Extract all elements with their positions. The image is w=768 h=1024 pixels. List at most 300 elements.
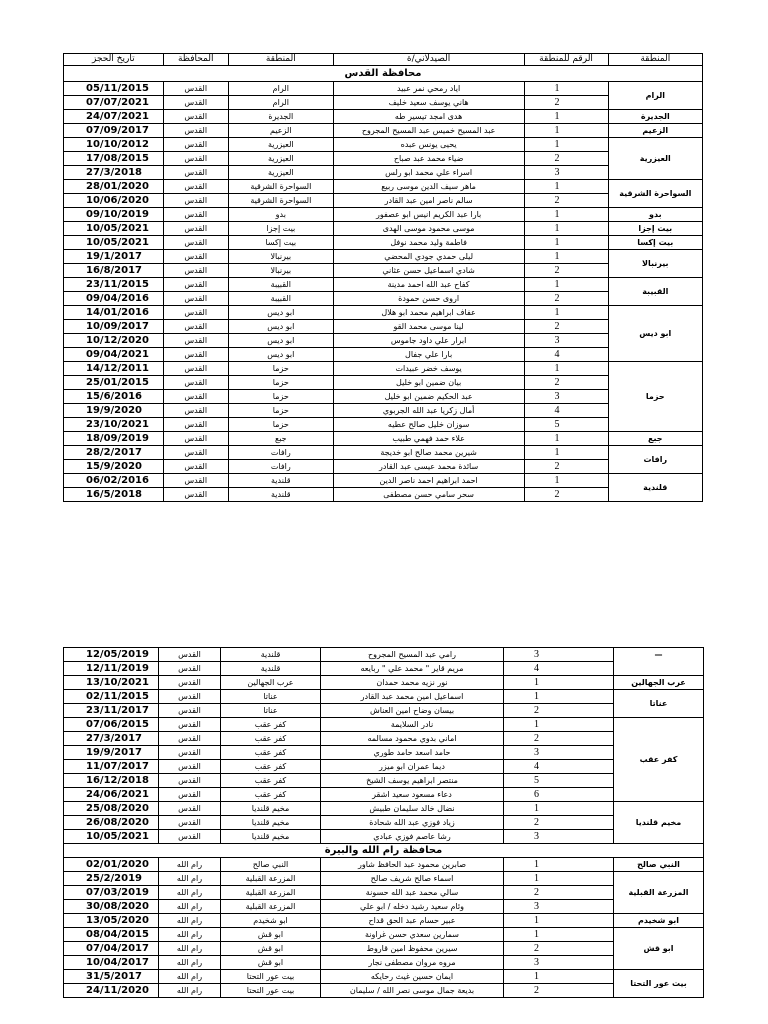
table-row	[64, 278, 703, 292]
governorate: رام الله	[159, 942, 221, 956]
area: حزما	[228, 390, 333, 404]
reservation-date: 02/11/2015	[64, 690, 159, 704]
governorate: القدس	[163, 110, 228, 124]
reservation-date: 13/10/2021	[64, 676, 159, 690]
table-row	[64, 718, 704, 732]
governorate: القدس	[163, 250, 228, 264]
area-number: 2	[524, 376, 608, 390]
governorate: القدس	[159, 774, 221, 788]
area: كفر عقب	[221, 732, 321, 746]
reservation-date: 07/06/2015	[64, 718, 159, 732]
table-row	[64, 418, 703, 432]
governorate: رام الله	[159, 886, 221, 900]
table-row	[64, 648, 704, 662]
table-row	[64, 704, 704, 718]
pharmacy-table-page2	[63, 647, 704, 998]
table-row	[64, 760, 704, 774]
governorate: القدس	[159, 802, 221, 816]
table-row	[64, 138, 703, 152]
governorate: القدس	[163, 278, 228, 292]
reservation-date: 23/11/2015	[64, 278, 164, 292]
area: بيت إجزا	[228, 222, 333, 236]
area: قلندية	[228, 474, 333, 488]
area-number: 1	[524, 362, 608, 376]
governorate: القدس	[163, 138, 228, 152]
region-label: قلندية	[608, 474, 702, 502]
table-row	[64, 208, 703, 222]
pharmacist-name: مريم قاير " محمد علي " ربايعه	[321, 662, 504, 676]
pharmacist-name: ضياء محمد عبد صباح	[333, 152, 524, 166]
reservation-date: 09/04/2021	[64, 348, 164, 362]
reservation-date: 16/12/2018	[64, 774, 159, 788]
pharmacist-name: أمال زكريا عبد الله الجربوي	[333, 404, 524, 418]
governorate: القدس	[163, 236, 228, 250]
area: مخيم قلنديا	[221, 802, 321, 816]
governorate: القدس	[163, 488, 228, 502]
pharmacist-name: عفاف ابراهيم محمد ابو هلال	[333, 306, 524, 320]
area-number: 2	[524, 320, 608, 334]
reservation-date: 24/11/2020	[64, 984, 159, 998]
pharmacist-name: يوسف خضر عبيدات	[333, 362, 524, 376]
pharmacist-name: هاني يوسف سعيد خليف	[333, 96, 524, 110]
area: النبي صالح	[221, 858, 321, 872]
area: قلندية	[221, 662, 321, 676]
area-number: 2	[524, 264, 608, 278]
pharmacist-name: بيان ضمين ابو خليل	[333, 376, 524, 390]
reservation-date: 30/08/2020	[64, 900, 159, 914]
area-number: 2	[524, 488, 608, 502]
area-number: 2	[524, 96, 608, 110]
pharmacist-name: احمد ابراهيم احمد ناصر الدين	[333, 474, 524, 488]
reservation-date: 11/07/2017	[64, 760, 159, 774]
pharmacist-name: حامد اسعد حامد طوري	[321, 746, 504, 760]
pharmacist-name: ابرار علي داود جاموس	[333, 334, 524, 348]
area: بيت عور التحتا	[221, 984, 321, 998]
pharmacist-name: بارا علي جفال	[333, 348, 524, 362]
governorate: القدس	[159, 788, 221, 802]
area: كفر عقب	[221, 774, 321, 788]
governorate: القدس	[163, 96, 228, 110]
region-label: ابو شخيدم	[614, 914, 704, 928]
area: ابو قش	[221, 928, 321, 942]
reservation-date: 14/12/2011	[64, 362, 164, 376]
pharmacist-name: موسى محمود موسى الهدى	[333, 222, 524, 236]
reservation-date: 10/04/2017	[64, 956, 159, 970]
table-row	[64, 970, 704, 984]
area-number: 2	[504, 704, 614, 718]
pharmacist-name: نادر السلايمة	[321, 718, 504, 732]
pharmacist-name: هدى امجد تيسير طه	[333, 110, 524, 124]
governorate: القدس	[163, 306, 228, 320]
header-area: المنطقة	[228, 54, 333, 66]
governorate: القدس	[163, 334, 228, 348]
reservation-date: 08/04/2015	[64, 928, 159, 942]
area-number: 1	[504, 858, 614, 872]
region-label: عرب الجهالين	[614, 676, 704, 690]
table-row	[64, 816, 704, 830]
pharmacist-name: شيرين محمد صالح ابو خديجة	[333, 446, 524, 460]
table-row	[64, 250, 703, 264]
table-row	[64, 348, 703, 362]
table-row	[64, 222, 703, 236]
table-row	[64, 886, 704, 900]
table-row	[64, 690, 704, 704]
area: المزرعة القبلية	[221, 900, 321, 914]
area-number: 1	[524, 474, 608, 488]
reservation-date: 10/06/2020	[64, 194, 164, 208]
pharmacist-name: فاطمة وليد محمد نوفل	[333, 236, 524, 250]
pharmacist-name: ليلى حمدي جودي المحضي	[333, 250, 524, 264]
pharmacist-name: اماني بدوي محمود مسالمه	[321, 732, 504, 746]
table-row	[64, 166, 703, 180]
reservation-date: 12/11/2019	[64, 662, 159, 676]
section-row-ramallah	[64, 844, 704, 858]
pharmacist-name: بارا عبد الكريم انيس ابو عصفور	[333, 208, 524, 222]
reservation-date: 24/07/2021	[64, 110, 164, 124]
table-row	[64, 802, 704, 816]
area-number: 2	[524, 194, 608, 208]
area: العيزرية	[228, 166, 333, 180]
region-label: بيت إجزا	[608, 222, 702, 236]
region-label: بيت إكسا	[608, 236, 702, 250]
area: بيت إكسا	[228, 236, 333, 250]
region-label: جبع	[608, 432, 702, 446]
area-number: 3	[504, 746, 614, 760]
area-number: 1	[504, 872, 614, 886]
governorate: القدس	[159, 732, 221, 746]
table-row	[64, 376, 703, 390]
governorate: القدس	[163, 208, 228, 222]
table-row	[64, 362, 703, 376]
area: حزما	[228, 404, 333, 418]
pharmacist-name: رشا عاصم فوزي عبادي	[321, 830, 504, 844]
area-number: 3	[524, 166, 608, 180]
area: عناتا	[221, 690, 321, 704]
governorate: رام الله	[159, 956, 221, 970]
reservation-date: 10/09/2017	[64, 320, 164, 334]
pharmacist-name: مروه مروان مصطفى نجار	[321, 956, 504, 970]
area-number: 1	[504, 676, 614, 690]
area: الزعيم	[228, 124, 333, 138]
governorate: رام الله	[159, 872, 221, 886]
table-row	[64, 432, 703, 446]
area-number: 5	[504, 774, 614, 788]
header-governorate: المحافظة	[163, 54, 228, 66]
governorate: القدس	[163, 124, 228, 138]
governorate: القدس	[163, 404, 228, 418]
table-row	[64, 180, 703, 194]
reservation-date: 16/5/2018	[64, 488, 164, 502]
area-number: 1	[504, 802, 614, 816]
area-number: 1	[504, 914, 614, 928]
area: حزما	[228, 376, 333, 390]
governorate: القدس	[159, 662, 221, 676]
reservation-date: 13/05/2020	[64, 914, 159, 928]
region-label: القبيبة	[608, 278, 702, 306]
region-label: كفر عقب	[614, 718, 704, 802]
area: ابو قش	[221, 956, 321, 970]
area: مخيم قلنديا	[221, 816, 321, 830]
reservation-date: 06/02/2016	[64, 474, 164, 488]
area-number: 2	[504, 816, 614, 830]
area-number: 2	[504, 942, 614, 956]
area-number: 2	[524, 460, 608, 474]
reservation-date: 19/1/2017	[64, 250, 164, 264]
reservation-date: 10/10/2012	[64, 138, 164, 152]
table-row	[64, 264, 703, 278]
table-row	[64, 320, 703, 334]
reservation-date: 16/8/2017	[64, 264, 164, 278]
pharmacist-name: اسماء صالح شريف صالح	[321, 872, 504, 886]
header-row	[64, 54, 703, 66]
table-row	[64, 928, 704, 942]
area: بيت عور التحتا	[221, 970, 321, 984]
header-date: تاريخ الحجز	[64, 54, 164, 66]
table-row	[64, 984, 704, 998]
governorate: القدس	[163, 222, 228, 236]
pharmacist-name: يحيى يونس عبده	[333, 138, 524, 152]
governorate: القدس	[159, 704, 221, 718]
area-number: 1	[524, 180, 608, 194]
pharmacist-name: لينا موسى محمد القو	[333, 320, 524, 334]
reservation-date: 23/10/2021	[64, 418, 164, 432]
table-row	[64, 872, 704, 886]
area: الرام	[228, 82, 333, 96]
pharmacist-name: بديعة جمال موسى نصر الله / سليمان	[321, 984, 504, 998]
region-label: —	[614, 648, 704, 676]
table-row	[64, 774, 704, 788]
governorate: القدس	[159, 648, 221, 662]
reservation-date: 10/12/2020	[64, 334, 164, 348]
pharmacist-name: زياد فوزي عبد الله شحادة	[321, 816, 504, 830]
header-number: الرقم للمنطقة	[524, 54, 608, 66]
pharmacist-name: علاء حمد فهمي طبيب	[333, 432, 524, 446]
area-number: 1	[524, 278, 608, 292]
pharmacist-name: اروى حسن حمودة	[333, 292, 524, 306]
region-label: النبي صالح	[614, 858, 704, 872]
table-row	[64, 82, 703, 96]
governorate: رام الله	[159, 970, 221, 984]
table-row	[64, 236, 703, 250]
area-number: 1	[524, 124, 608, 138]
reservation-date: 27/3/2018	[64, 166, 164, 180]
pharmacist-name: اسماعيل امين محمد عبد القادر	[321, 690, 504, 704]
reservation-date: 23/11/2017	[64, 704, 159, 718]
reservation-date: 07/09/2017	[64, 124, 164, 138]
governorate: القدس	[163, 82, 228, 96]
governorate: القدس	[163, 264, 228, 278]
reservation-date: 31/5/2017	[64, 970, 159, 984]
section-title: محافظة القدس	[64, 66, 703, 82]
governorate: القدس	[163, 446, 228, 460]
governorate: القدس	[163, 474, 228, 488]
area: مخيم قلنديا	[221, 830, 321, 844]
header-pharmacist: الصيدلاني/ة	[333, 54, 524, 66]
table-row	[64, 746, 704, 760]
table-row	[64, 732, 704, 746]
table-row	[64, 152, 703, 166]
area-number: 2	[504, 984, 614, 998]
governorate: القدس	[163, 432, 228, 446]
area: العيزرية	[228, 138, 333, 152]
reservation-date: 27/3/2017	[64, 732, 159, 746]
pharmacist-name: سمارين سعدي حسن غراونة	[321, 928, 504, 942]
area-number: 4	[524, 348, 608, 362]
area-number: 3	[504, 648, 614, 662]
area-number: 1	[524, 82, 608, 96]
area: ابو قش	[221, 942, 321, 956]
governorate: القدس	[163, 390, 228, 404]
area: السواحرة الشرقية	[228, 180, 333, 194]
area: حزما	[228, 362, 333, 376]
table-row	[64, 404, 703, 418]
area: المزرعة القبلية	[221, 872, 321, 886]
governorate: القدس	[163, 362, 228, 376]
pharmacist-name: بيسان وضاح امين العناش	[321, 704, 504, 718]
table-row	[64, 194, 703, 208]
governorate: القدس	[163, 194, 228, 208]
pharmacist-name: عبد المسيح خميس عبد المسيح المجروح	[333, 124, 524, 138]
pharmacist-name: سوزان خليل صالح عطيه	[333, 418, 524, 432]
table-row	[64, 900, 704, 914]
area-number: 1	[524, 250, 608, 264]
pharmacist-name: دعاء مسعود سعيد اشقر	[321, 788, 504, 802]
pharmacist-name: سائدة محمد عيسى عبد القادر	[333, 460, 524, 474]
table-row	[64, 956, 704, 970]
area-number: 2	[504, 732, 614, 746]
governorate: القدس	[163, 292, 228, 306]
governorate: القدس	[163, 180, 228, 194]
area-number: 5	[524, 418, 608, 432]
area-number: 6	[504, 788, 614, 802]
pharmacist-name: كفاح عبد الله احمد مدينة	[333, 278, 524, 292]
table-row	[64, 460, 703, 474]
governorate: القدس	[163, 320, 228, 334]
pharmacist-name: عبد الحكيم ضمين ابو خليل	[333, 390, 524, 404]
region-label: بدو	[608, 208, 702, 222]
reservation-date: 25/2/2019	[64, 872, 159, 886]
table-row	[64, 942, 704, 956]
area-number: 1	[504, 690, 614, 704]
pharmacist-name: سالم ناصر امين عبد القادر	[333, 194, 524, 208]
governorate: القدس	[159, 746, 221, 760]
reservation-date: 10/05/2021	[64, 222, 164, 236]
area: بيرنبالا	[228, 264, 333, 278]
pharmacist-name: ديما عمران ابو ميزر	[321, 760, 504, 774]
region-label: المزرعة القبلية	[614, 872, 704, 914]
reservation-date: 14/01/2016	[64, 306, 164, 320]
governorate: القدس	[159, 690, 221, 704]
area-number: 1	[524, 306, 608, 320]
header-region: المنطقة	[608, 54, 702, 66]
reservation-date: 15/9/2020	[64, 460, 164, 474]
area-number: 4	[524, 404, 608, 418]
area: المزرعة القبلية	[221, 886, 321, 900]
area-number: 1	[524, 432, 608, 446]
area: كفر عقب	[221, 788, 321, 802]
reservation-date: 19/9/2020	[64, 404, 164, 418]
area-number: 1	[524, 208, 608, 222]
pharmacist-name: سيرين محفوظ امين قاروط	[321, 942, 504, 956]
pharmacist-name: ايمان حسين غيث رحايكه	[321, 970, 504, 984]
table-row	[64, 292, 703, 306]
reservation-date: 07/04/2017	[64, 942, 159, 956]
area: الجديرة	[228, 110, 333, 124]
area: السواحرة الشرقية	[228, 194, 333, 208]
area: ابو ديس	[228, 306, 333, 320]
pharmacist-name: اياد رمحي نمر عبيد	[333, 82, 524, 96]
region-label: عناتا	[614, 690, 704, 718]
table-row	[64, 474, 703, 488]
area-number: 1	[524, 138, 608, 152]
area: كفر عقب	[221, 760, 321, 774]
area: قلندية	[221, 648, 321, 662]
area-number: 3	[524, 390, 608, 404]
region-label: رافات	[608, 446, 702, 474]
table-row	[64, 676, 704, 690]
area: العيزرية	[228, 152, 333, 166]
area-number: 1	[524, 236, 608, 250]
table-row	[64, 830, 704, 844]
pharmacist-name: اسراء علي محمد ابو رلس	[333, 166, 524, 180]
governorate: رام الله	[159, 914, 221, 928]
area: ابو ديس	[228, 348, 333, 362]
region-label: ابو قش	[614, 928, 704, 970]
reservation-date: 17/08/2015	[64, 152, 164, 166]
reservation-date: 10/05/2021	[64, 236, 164, 250]
reservation-date: 12/05/2019	[64, 648, 159, 662]
pharmacist-name: وئام سعيد رشيد دخله / ابو علي	[321, 900, 504, 914]
area-number: 2	[524, 152, 608, 166]
reservation-date: 15/6/2016	[64, 390, 164, 404]
governorate: القدس	[163, 460, 228, 474]
table-row	[64, 306, 703, 320]
reservation-date: 09/10/2019	[64, 208, 164, 222]
area: جبع	[228, 432, 333, 446]
region-label: ابو ديس	[608, 306, 702, 362]
reservation-date: 19/9/2017	[64, 746, 159, 760]
area: ابو شخيدم	[221, 914, 321, 928]
pharmacist-name: سالي محمد عبد الله حسونة	[321, 886, 504, 900]
reservation-date: 07/03/2019	[64, 886, 159, 900]
governorate: القدس	[159, 718, 221, 732]
area: عناتا	[221, 704, 321, 718]
table-row	[64, 124, 703, 138]
region-label: الزعيم	[608, 124, 702, 138]
region-label: مخيم قلنديا	[614, 802, 704, 844]
area-number: 1	[504, 970, 614, 984]
area: بدو	[228, 208, 333, 222]
table-row	[64, 858, 704, 872]
area: ابو ديس	[228, 320, 333, 334]
governorate: القدس	[159, 830, 221, 844]
area: رافات	[228, 446, 333, 460]
section-row-quds	[64, 66, 703, 82]
area-number: 1	[524, 446, 608, 460]
table-row	[64, 334, 703, 348]
table-row	[64, 96, 703, 110]
area-number: 3	[504, 956, 614, 970]
area: قلندية	[228, 488, 333, 502]
region-label: حزما	[608, 362, 702, 432]
pharmacist-name: منتصر ابراهيم يوسف الشيخ	[321, 774, 504, 788]
governorate: القدس	[163, 376, 228, 390]
pharmacist-name: ماهر سيف الدين موسى ربيع	[333, 180, 524, 194]
reservation-date: 25/08/2020	[64, 802, 159, 816]
region-label: الجديرة	[608, 110, 702, 124]
table-row	[64, 488, 703, 502]
area: القبيبة	[228, 292, 333, 306]
